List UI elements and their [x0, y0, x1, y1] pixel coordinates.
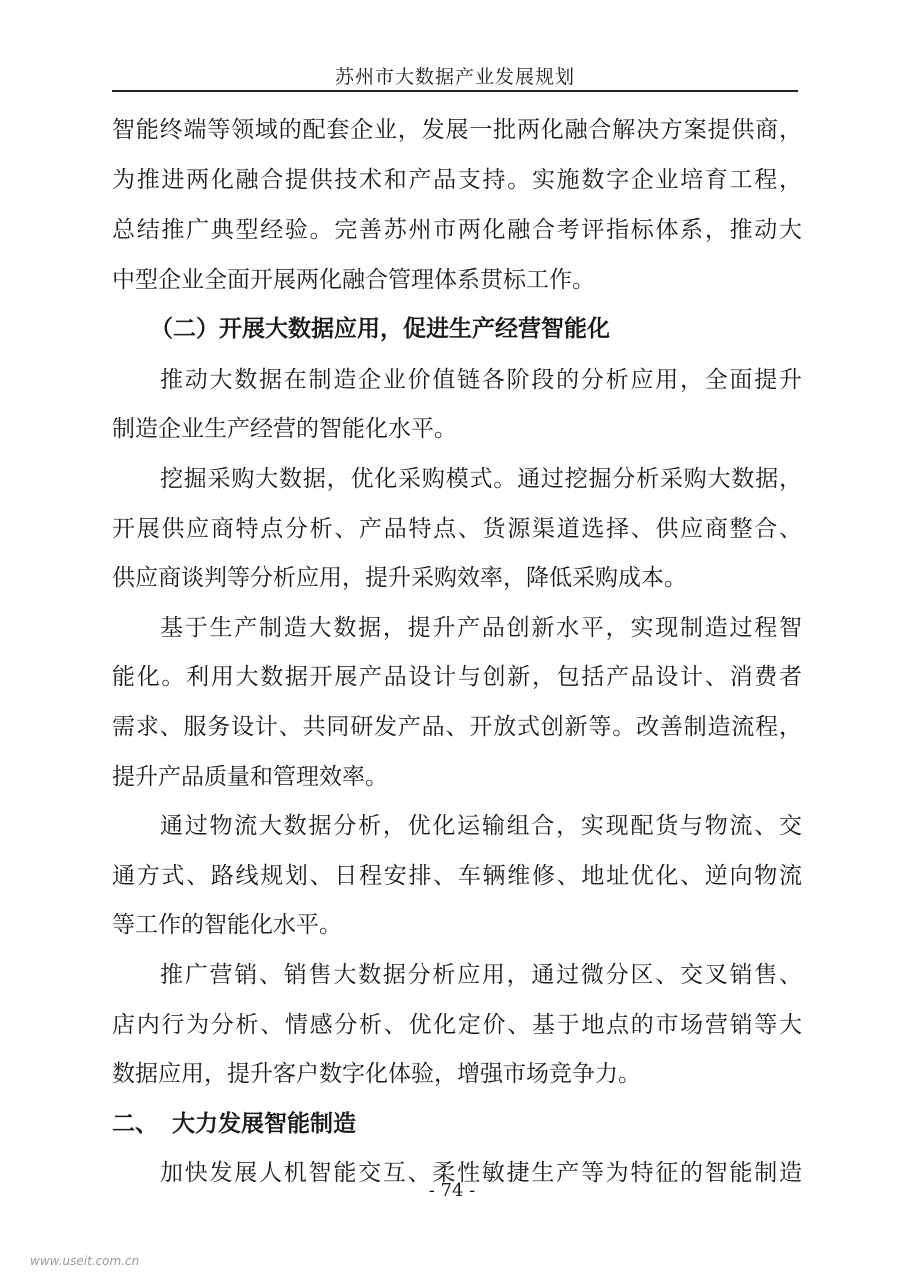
body-line: 总结推广典型经验。完善苏州市两化融合考评指标体系，推动大 — [112, 217, 802, 243]
watermark: www.useit.com.cn — [30, 1254, 140, 1268]
body-line: 推广营销、销售大数据分析应用，通过微分区、交叉销售、 — [160, 962, 802, 988]
section-heading: （二）开展大数据应用，促进生产经营智能化 — [150, 316, 610, 342]
body-line: 加快发展人机智能交互、柔性敏捷生产等为特征的智能制造 — [160, 1160, 802, 1186]
body-line: 提升产品质量和管理效率。 — [112, 764, 388, 790]
body-line: 挖掘采购大数据，优化采购模式。通过挖掘分析采购大数据， — [160, 466, 802, 492]
header-rule — [112, 90, 798, 92]
body-line: 需求、服务设计、共同研发产品、开放式创新等。改善制造流程， — [112, 714, 802, 740]
body-line: 开展供应商特点分析、产品特点、货源渠道选择、供应商整合、 — [112, 516, 802, 542]
body-line: 数据应用，提升客户数字化体验，增强市场竞争力。 — [112, 1061, 641, 1087]
body-line: 店内行为分析、情感分析、优化定价、基于地点的市场营销等大 — [112, 1012, 802, 1038]
body-line: 为推进两化融合提供技术和产品支持。实施数字企业培育工程， — [112, 167, 802, 193]
chapter-heading: 大力发展智能制造 — [172, 1111, 356, 1137]
body-line: 供应商谈判等分析应用，提升采购效率，降低采购成本。 — [112, 565, 687, 591]
running-header: 苏州市大数据产业发展规划 — [334, 66, 575, 88]
body-line: 通方式、路线规划、日程安排、车辆维修、地址优化、逆向物流 — [112, 863, 802, 889]
body-line: 等工作的智能化水平。 — [112, 912, 342, 938]
body-line: 推动大数据在制造企业价值链各阶段的分析应用，全面提升 — [160, 367, 802, 393]
body-line: 中型企业全面开展两化融合管理体系贯标工作。 — [112, 267, 595, 293]
page-number: - 74 - — [428, 1180, 476, 1201]
body-line: 基于生产制造大数据，提升产品创新水平，实现制造过程智 — [160, 615, 802, 641]
body-line: 制造企业生产经营的智能化水平。 — [112, 416, 457, 442]
chapter-number: 二、 — [112, 1111, 158, 1137]
body-line: 智能终端等领域的配套企业，发展一批两化融合解决方案提供商， — [112, 117, 802, 143]
body-line: 通过物流大数据分析，优化运输组合，实现配货与物流、交 — [160, 813, 802, 839]
body-line: 能化。利用大数据开展产品设计与创新，包括产品设计、消费者 — [112, 664, 802, 690]
